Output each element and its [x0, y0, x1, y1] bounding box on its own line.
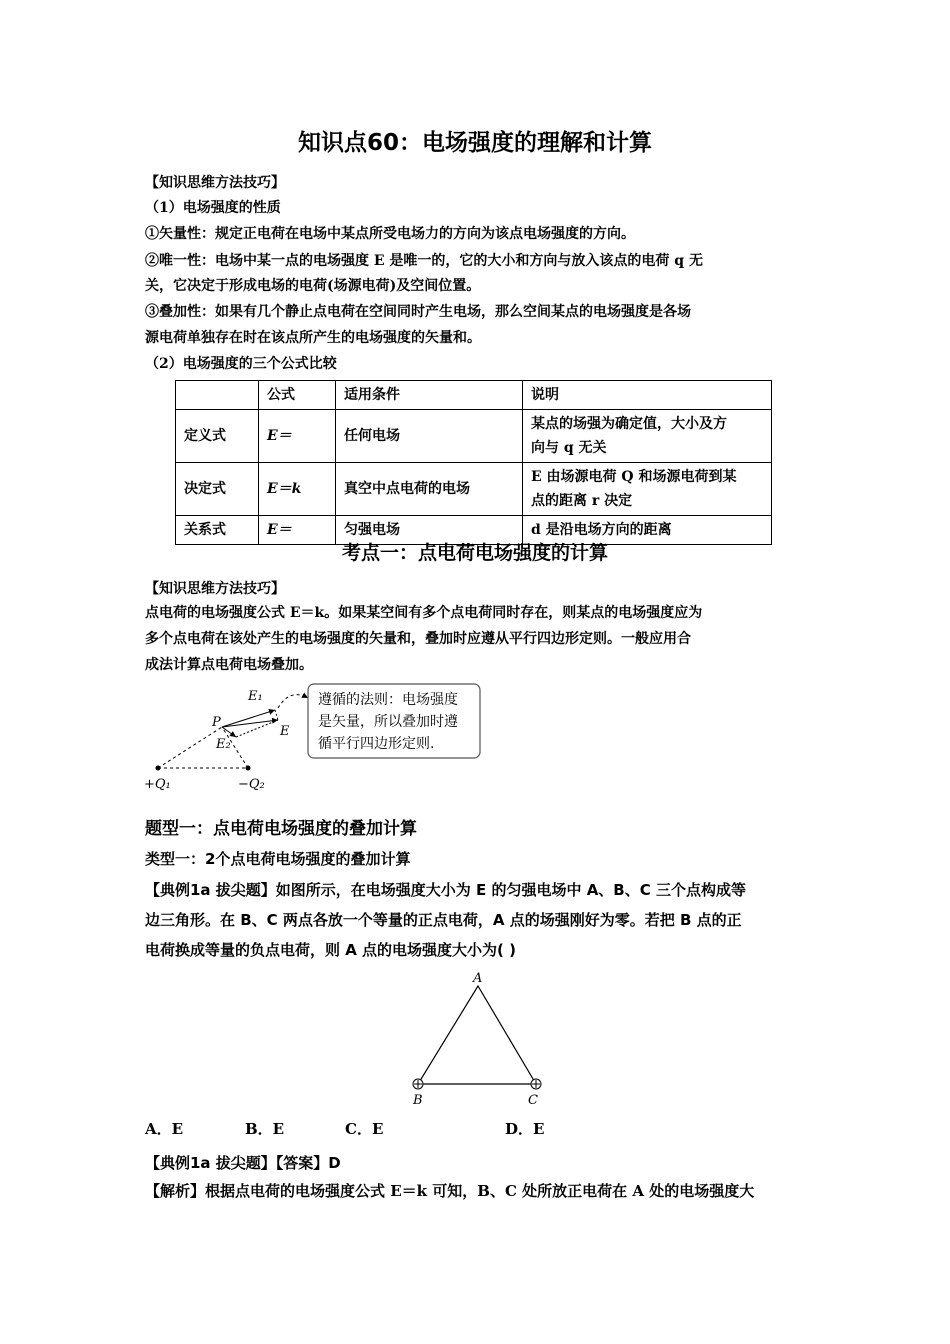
callout-text-line: 是矢量，所以叠加时遵	[318, 714, 458, 730]
choice-b: B．E	[245, 1120, 285, 1138]
callout-text-line: 遵循的法则：电场强度	[318, 692, 458, 708]
paragraph-unique-1: ②唯一性：电场中某一点的电场强度 E 是唯一的，它的大小和方向与放入该点的电荷 q 无	[145, 253, 703, 269]
formula-comparison-table	[175, 380, 772, 545]
table-header-row	[176, 381, 772, 410]
paragraph-point-charge-2: 多个点电荷在该处产生的电场强度的矢量和，叠加时应遵从平行四边形定则。一般应用合	[145, 631, 691, 647]
label-q1: +Q₁	[144, 777, 171, 792]
table-cell-formula: E＝	[259, 410, 336, 463]
triangle-diagram	[400, 968, 560, 1110]
table-cell-name: 定义式	[176, 410, 259, 463]
paragraph-vector: ①矢量性：规定正电荷在电场中某点所受电场力的方向为该点电场强度的方向。	[145, 226, 635, 242]
label-e2: E₂	[216, 737, 231, 752]
charge-q2-dot	[246, 766, 251, 771]
superposition-diagram	[140, 680, 490, 795]
callout-text-line: 循平行四边形定则.	[318, 736, 435, 752]
table-cell-condition: 任何电场	[336, 410, 523, 463]
method-heading-2: 【知识思维方法技巧】	[145, 581, 285, 597]
label-q2: −Q₂	[238, 777, 265, 792]
choice-d: D．E	[505, 1120, 545, 1138]
table-header-cell: 适用条件	[336, 381, 523, 410]
label-e1: E₁	[248, 689, 263, 704]
table-note-line: 点的距离 r 决定	[531, 493, 633, 509]
table-cell-note	[523, 410, 772, 463]
subheading-properties: （1）电场强度的性质	[145, 200, 281, 216]
analysis-line: 【解析】根据点电荷的电场强度公式 E＝k 可知，B、C 处所放正电荷在 A 处的电场强度大	[145, 1182, 755, 1200]
table-note-line: 某点的场强为确定值，大小及方	[531, 416, 727, 432]
choice-a: A．E	[145, 1120, 184, 1138]
method-heading: 【知识思维方法技巧】	[145, 175, 285, 191]
table-row	[176, 463, 772, 516]
question-text-line: 边三角形。在 B、C 两点各放一个等量的正点电荷，A 点的场强刚好为零。若把 B 点的正	[145, 911, 742, 929]
vertex-label-b: B	[413, 1093, 423, 1108]
choice-c: C．E	[345, 1120, 384, 1138]
e2-vector	[222, 727, 236, 737]
table-cell-condition: 匀强电场	[336, 516, 523, 545]
subheading-formulas: （2）电场强度的三个公式比较	[145, 356, 337, 372]
paragraph-point-charge-1: 点电荷的电场强度公式 E＝k。如果某空间有多个点电荷同时存在，则某点的电场强度应为	[145, 605, 703, 621]
vertex-label-a: A	[473, 971, 483, 986]
page-title: 知识点60：电场强度的理解和计算	[297, 130, 652, 156]
table-header-cell: 说明	[523, 381, 772, 410]
line-q1-p	[158, 727, 222, 768]
question-text-line: 【典例1a 拔尖题】如图所示，在电场强度大小为 E 的匀强电场中 A、B、C 三个点构成等	[145, 881, 746, 899]
charge-q1-dot	[156, 766, 161, 771]
table-note-line: E 由场源电荷 Q 和场源电荷到某	[531, 469, 737, 485]
table-cell-note: d 是沿电场方向的距离	[523, 516, 772, 545]
table-cell-note	[523, 463, 772, 516]
callout-pointer	[278, 695, 308, 708]
table-cell-condition: 真空中点电荷的电场	[336, 463, 523, 516]
table-cell-formula: E＝	[259, 516, 336, 545]
paragraph-superposition-1: ③叠加性：如果有几个静止点电荷在空间同时产生电场，那么空间某点的电场强度是各场	[145, 304, 691, 320]
vertex-label-c: C	[528, 1093, 538, 1108]
question-text-line: 电荷换成等量的负点电荷，则 A 点的电场强度大小为( )	[145, 941, 516, 959]
paragraph-superposition-2: 源电荷单独存在时在该点所产生的电场强度的矢量和。	[145, 330, 481, 346]
table-cell-formula: E＝k	[259, 463, 336, 516]
label-p: P	[212, 715, 221, 730]
table-row	[176, 410, 772, 463]
table-cell-name: 决定式	[176, 463, 259, 516]
parallelogram-side	[275, 710, 278, 720]
section-heading-point-charge: 考点一：点电荷电场强度的计算	[341, 542, 608, 564]
paragraph-unique-2: 关，它决定于形成电场的电荷(场源电荷)及空间位置。	[145, 278, 481, 294]
question-type-heading: 题型一：点电荷电场强度的叠加计算	[145, 819, 417, 839]
paragraph-point-charge-3: 成法计算点电荷电场叠加。	[145, 657, 313, 673]
table-header-cell: 公式	[259, 381, 336, 410]
table-note-line: 向与 q 无关	[531, 440, 607, 456]
label-e: E	[280, 724, 290, 739]
answer-line: 【典例1a 拔尖题】【答案】D	[145, 1154, 341, 1172]
equilateral-triangle	[418, 986, 536, 1084]
table-header-cell	[176, 381, 259, 410]
table-cell-name: 关系式	[176, 516, 259, 545]
question-subtype-heading: 类型一：2个点电荷电场强度的叠加计算	[145, 850, 411, 868]
